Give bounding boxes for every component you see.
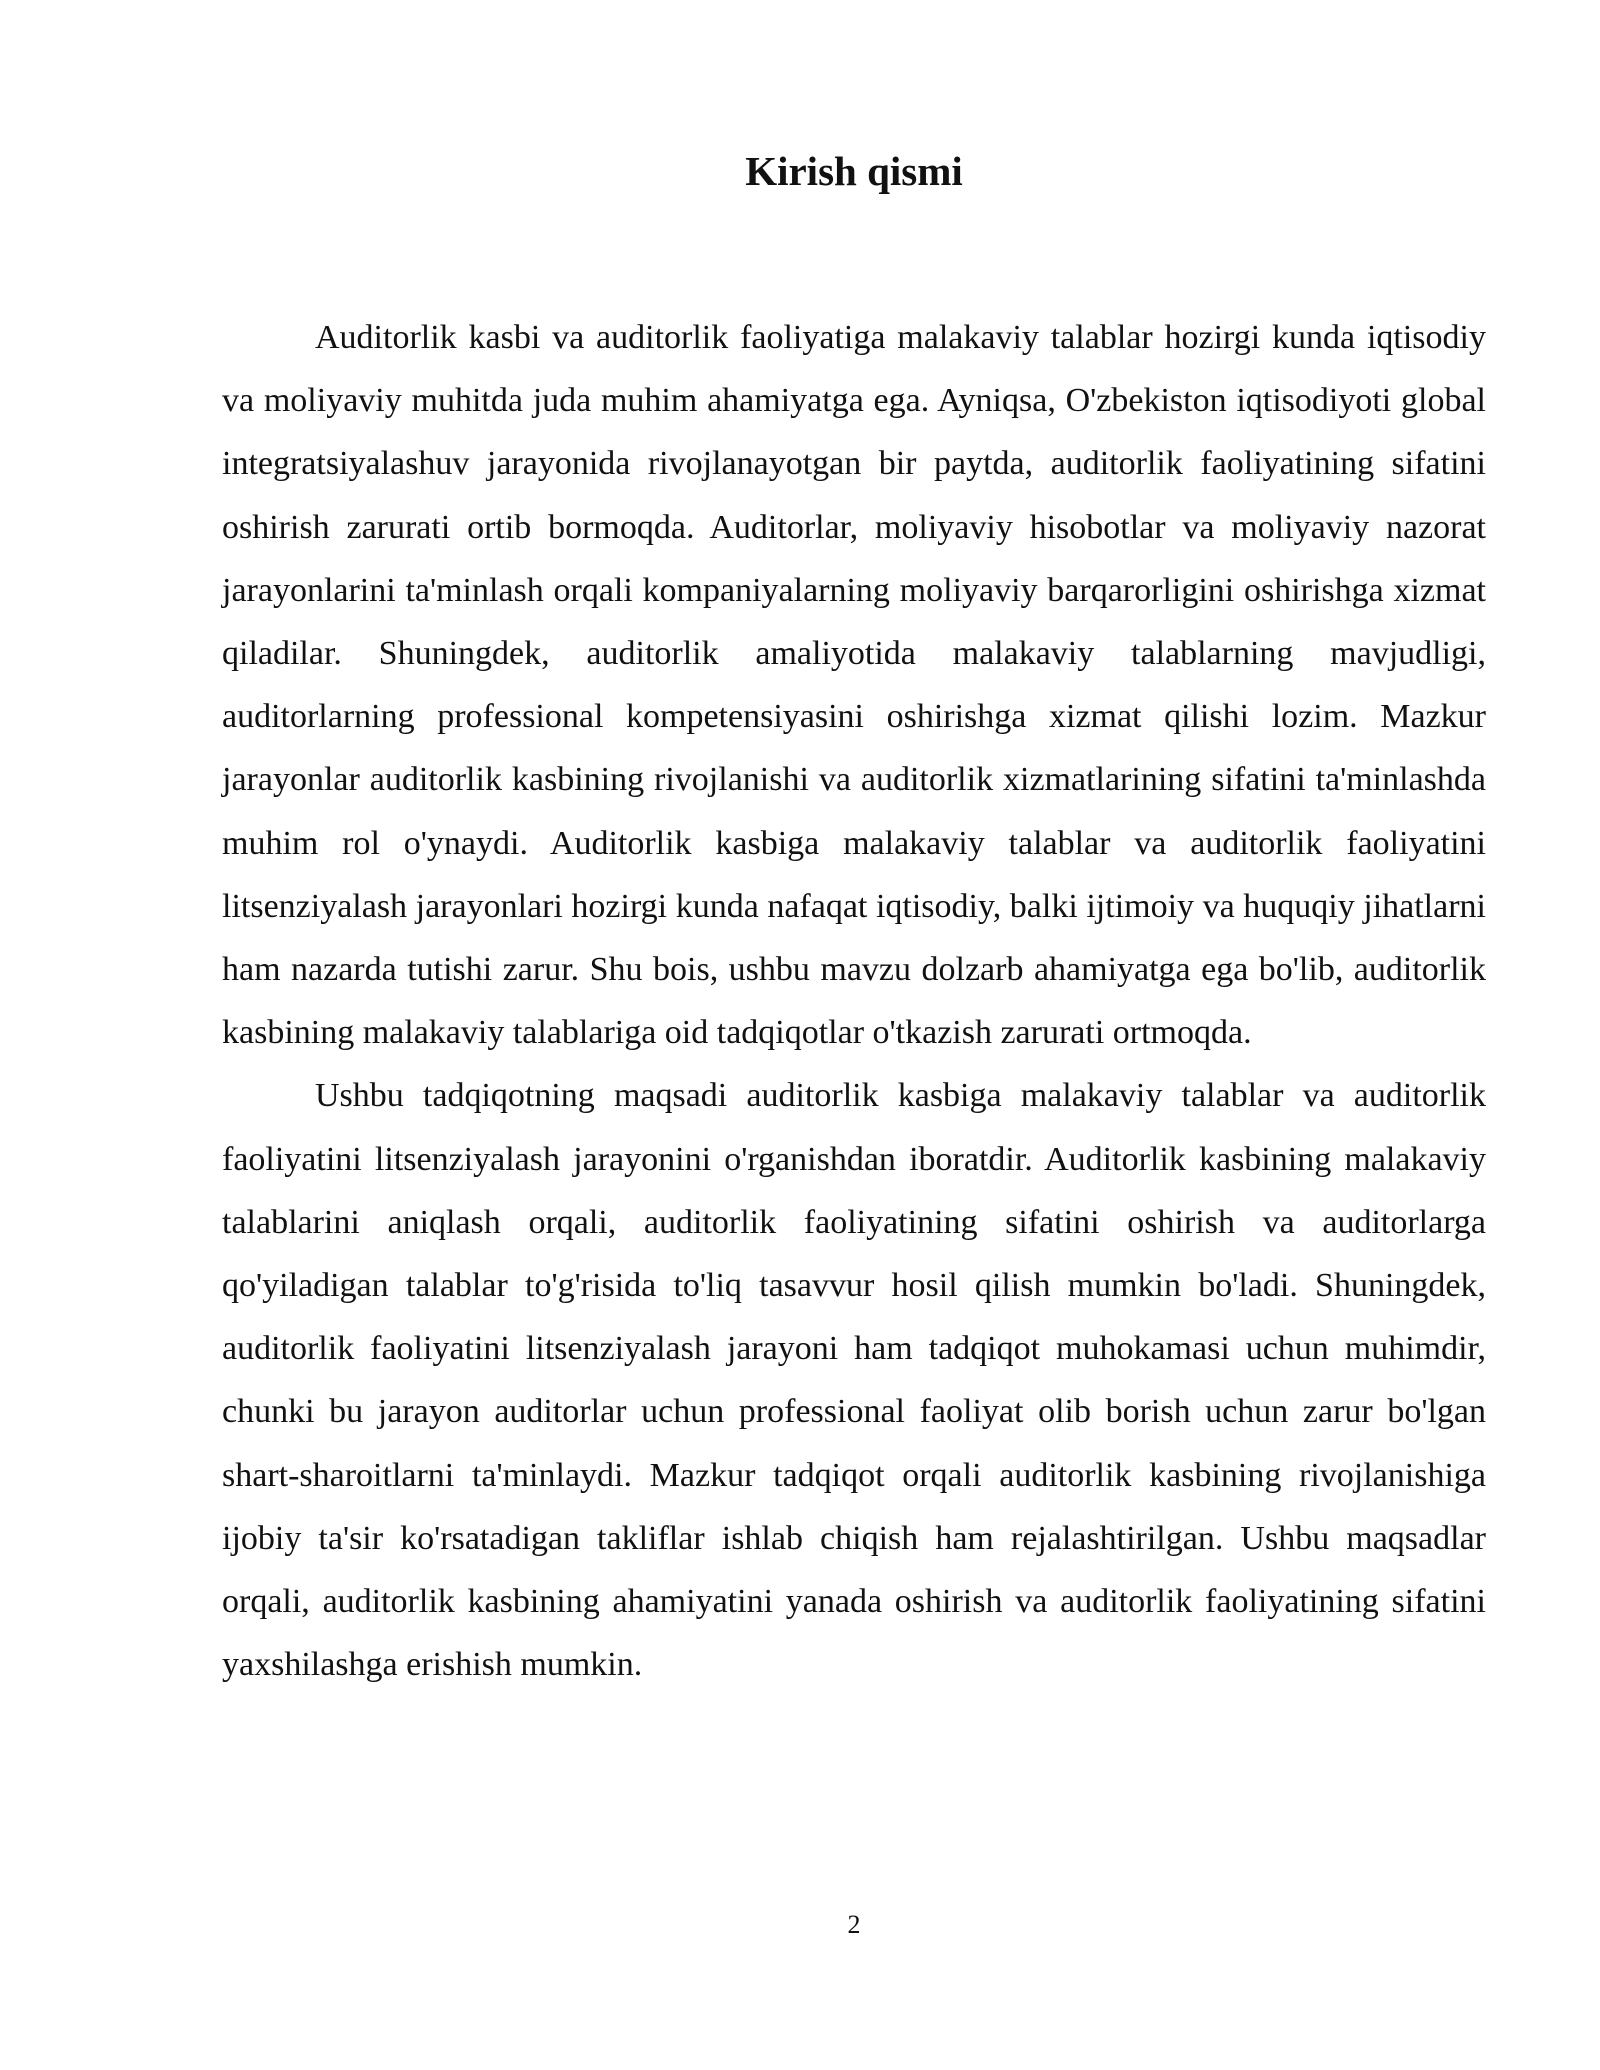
document-body (222, 306, 1486, 1696)
paragraph-2: Ushbu tadqiqotning maqsadi auditorlik kasbiga malakaviy talablar va auditorlik faoliyatini litsenziyalash jarayonini o'rganishdan iboratdir. Auditorlik kasbining malakaviy talablarini aniqlash orqali, auditorlik faoliyatining sifatini oshirish va auditorlarga qo'yiladigan talablar to'g'risida to'liq tasavvur hosil qilish mumkin bo'ladi. Shuningdek, auditorlik faoliyatini litsenziyalash jarayoni ham tadqiqot muhokamasi uchun muhimdir, chunki bu jarayon auditorlar uchun professional faoliyat olib borish uchun zarur bo'lgan shart-sharoitlarni ta'minlaydi. Mazkur tadqiqot orqali auditorlik kasbining rivojlanishiga ijobiy ta'sir ko'rsatadigan takliflar ishlab chiqish ham rejalashtirilgan. Ushbu maqsadlar orqali, auditorlik kasbining ahamiyatini yanada oshirish va auditorlik faoliyatining sifatini yaxshilashga erishish mumkin. (222, 1077, 1486, 1684)
page-title: Kirish qismi (745, 148, 963, 194)
page-number: 2 (847, 1910, 861, 1939)
paragraph-1: Auditorlik kasbi va auditorlik faoliyatiga malakaviy talablar hozirgi kunda iqtisodiy va moliyaviy muhitda juda muhim ahamiyatga ega. Ayniqsa, O'zbekiston iqtisodiyoti global integratsiyalashuv jarayonida rivojlanayotgan bir paytda, auditorlik faoliyatining sifatini oshirish zarurati ortib bormoqda. Auditorlar, moliyaviy hisobotlar va moliyaviy nazorat jarayonlarini ta'minlash orqali kompaniyalarning moliyaviy barqarorligini oshirishga xizmat qiladilar. Shuningdek, auditorlik amaliyotida malakaviy talablarning mavjudligi, auditorlarning professional kompetensiyasini oshirishga xizmat qilishi lozim. Mazkur jarayonlar auditorlik kasbining rivojlanishi va auditorlik xizmatlarining sifatini ta'minlashda muhim rol o'ynaydi. Auditorlik kasbiga malakaviy talablar va auditorlik faoliyatini litsenziyalash jarayonlari hozirgi kunda nafaqat iqtisodiy, balki ijtimoiy va huquqiy jihatlarni ham nazarda tutishi zarur. Shu bois, ushbu mavzu dolzarb ahamiyatga ega bo'lib, auditorlik kasbining malakaviy talablariga oid tadqiqotlar o'tkazish zarurati ortmoqda. (222, 319, 1486, 1052)
